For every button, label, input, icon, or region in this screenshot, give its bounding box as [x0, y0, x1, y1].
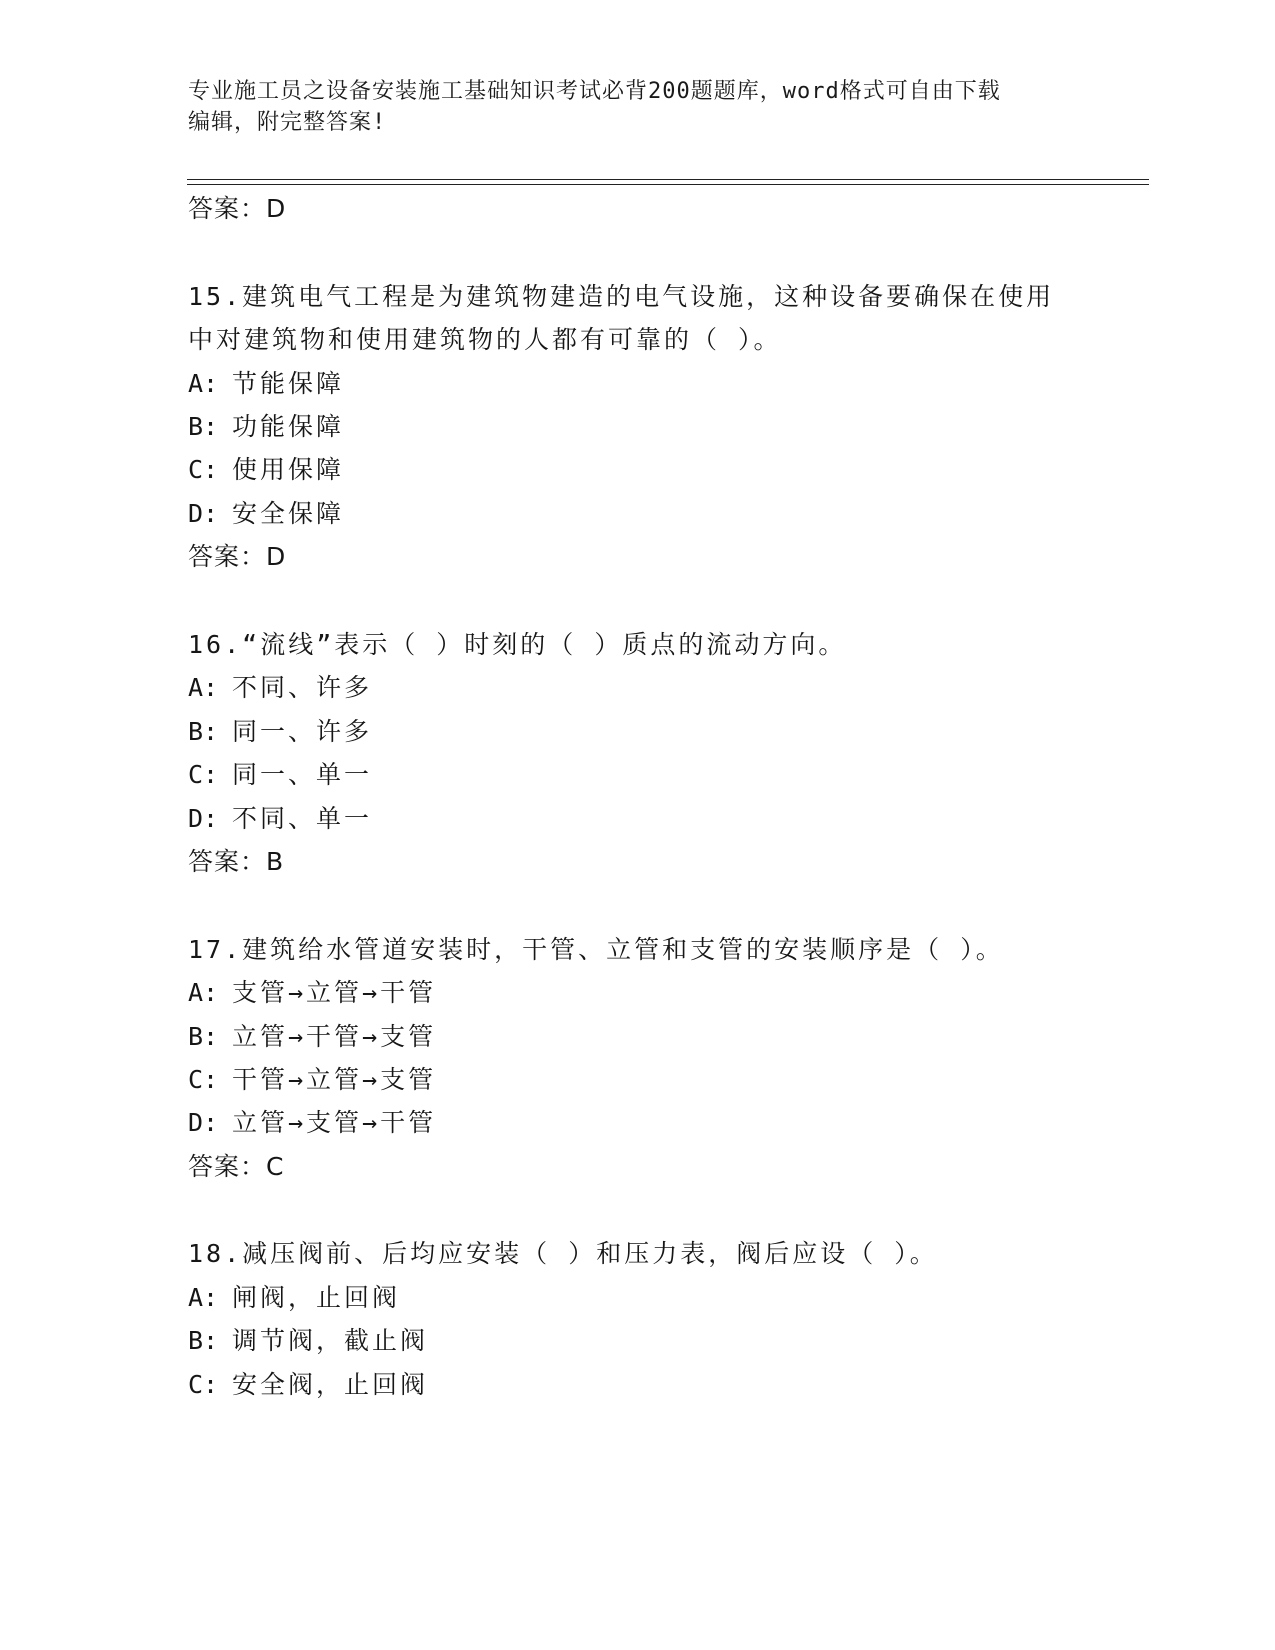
answer-line: 答案：B [188, 847, 285, 876]
option-text: 支管→立管→干管 [232, 978, 437, 1007]
option-text: 同一、单一 [232, 760, 373, 789]
option-d [188, 1103, 436, 1139]
question-stem-line: 16.“流线”表示（ ）时刻的（ ）质点的流动方向。 [188, 630, 847, 659]
option-text: 同一、许多 [232, 717, 373, 746]
option-b [188, 712, 372, 748]
option-key: D: [188, 804, 219, 833]
option-key: A: [188, 978, 219, 1007]
header-divider-top [187, 179, 1149, 180]
option-text: 调节阀，截止阀 [232, 1326, 429, 1355]
option-a [188, 364, 344, 400]
header-divider-bottom [187, 184, 1149, 185]
option-key: D: [188, 1108, 219, 1137]
option-a [188, 1278, 400, 1314]
option-text: 立管→干管→支管 [232, 1022, 437, 1051]
option-text: 不同、许多 [232, 673, 373, 702]
document-header [188, 76, 1068, 138]
question-stem-line: 18.减压阀前、后均应安装（ ）和压力表，阀后应设（ ）。 [188, 1239, 938, 1268]
option-key: C: [188, 455, 219, 484]
option-key: B: [188, 1326, 219, 1355]
option-key: B: [188, 412, 219, 441]
option-key: A: [188, 673, 219, 702]
option-text: 闸阀，止回阀 [232, 1283, 401, 1312]
option-a [188, 668, 372, 704]
option-key: C: [188, 760, 219, 789]
option-key: B: [188, 1022, 219, 1051]
option-b [188, 1017, 436, 1053]
header-title-line-1: 专业施工员之设备安装施工基础知识考试必背200题题库，word格式可自由下载 [188, 79, 1001, 104]
option-c [188, 755, 372, 791]
option-c [188, 1365, 428, 1401]
option-text: 干管→立管→支管 [232, 1065, 437, 1094]
option-c [188, 1060, 436, 1096]
option-c [188, 450, 344, 486]
question-stem-line: 中对建筑物和使用建筑物的人都有可靠的（ ）。 [188, 325, 782, 354]
option-text: 使用保障 [232, 455, 345, 484]
previous-answer: 答案：D [188, 194, 287, 223]
question-stem-line: 17.建筑给水管道安装时，干管、立管和支管的安装顺序是（ ）。 [188, 935, 1004, 964]
option-key: C: [188, 1065, 219, 1094]
header-title-line-2: 编辑，附完整答案! [188, 110, 387, 135]
option-text: 安全保障 [232, 499, 345, 528]
option-key: A: [188, 1283, 219, 1312]
option-text: 安全阀，止回阀 [232, 1370, 429, 1399]
option-text: 功能保障 [232, 412, 345, 441]
answer-line: 答案：D [188, 542, 287, 571]
option-d [188, 494, 344, 530]
option-key: B: [188, 717, 219, 746]
option-d [188, 799, 372, 835]
question-stem-line: 15.建筑电气工程是为建筑物建造的电气设施，这种设备要确保在使用 [188, 282, 1055, 311]
option-key: C: [188, 1370, 219, 1399]
option-a [188, 973, 436, 1009]
option-key: D: [188, 499, 219, 528]
option-b [188, 1321, 428, 1357]
answer-line: 答案：C [188, 1152, 285, 1181]
option-key: A: [188, 369, 219, 398]
option-text: 不同、单一 [232, 804, 373, 833]
option-text: 节能保障 [232, 369, 345, 398]
option-text: 立管→支管→干管 [232, 1108, 437, 1137]
option-b [188, 407, 344, 443]
